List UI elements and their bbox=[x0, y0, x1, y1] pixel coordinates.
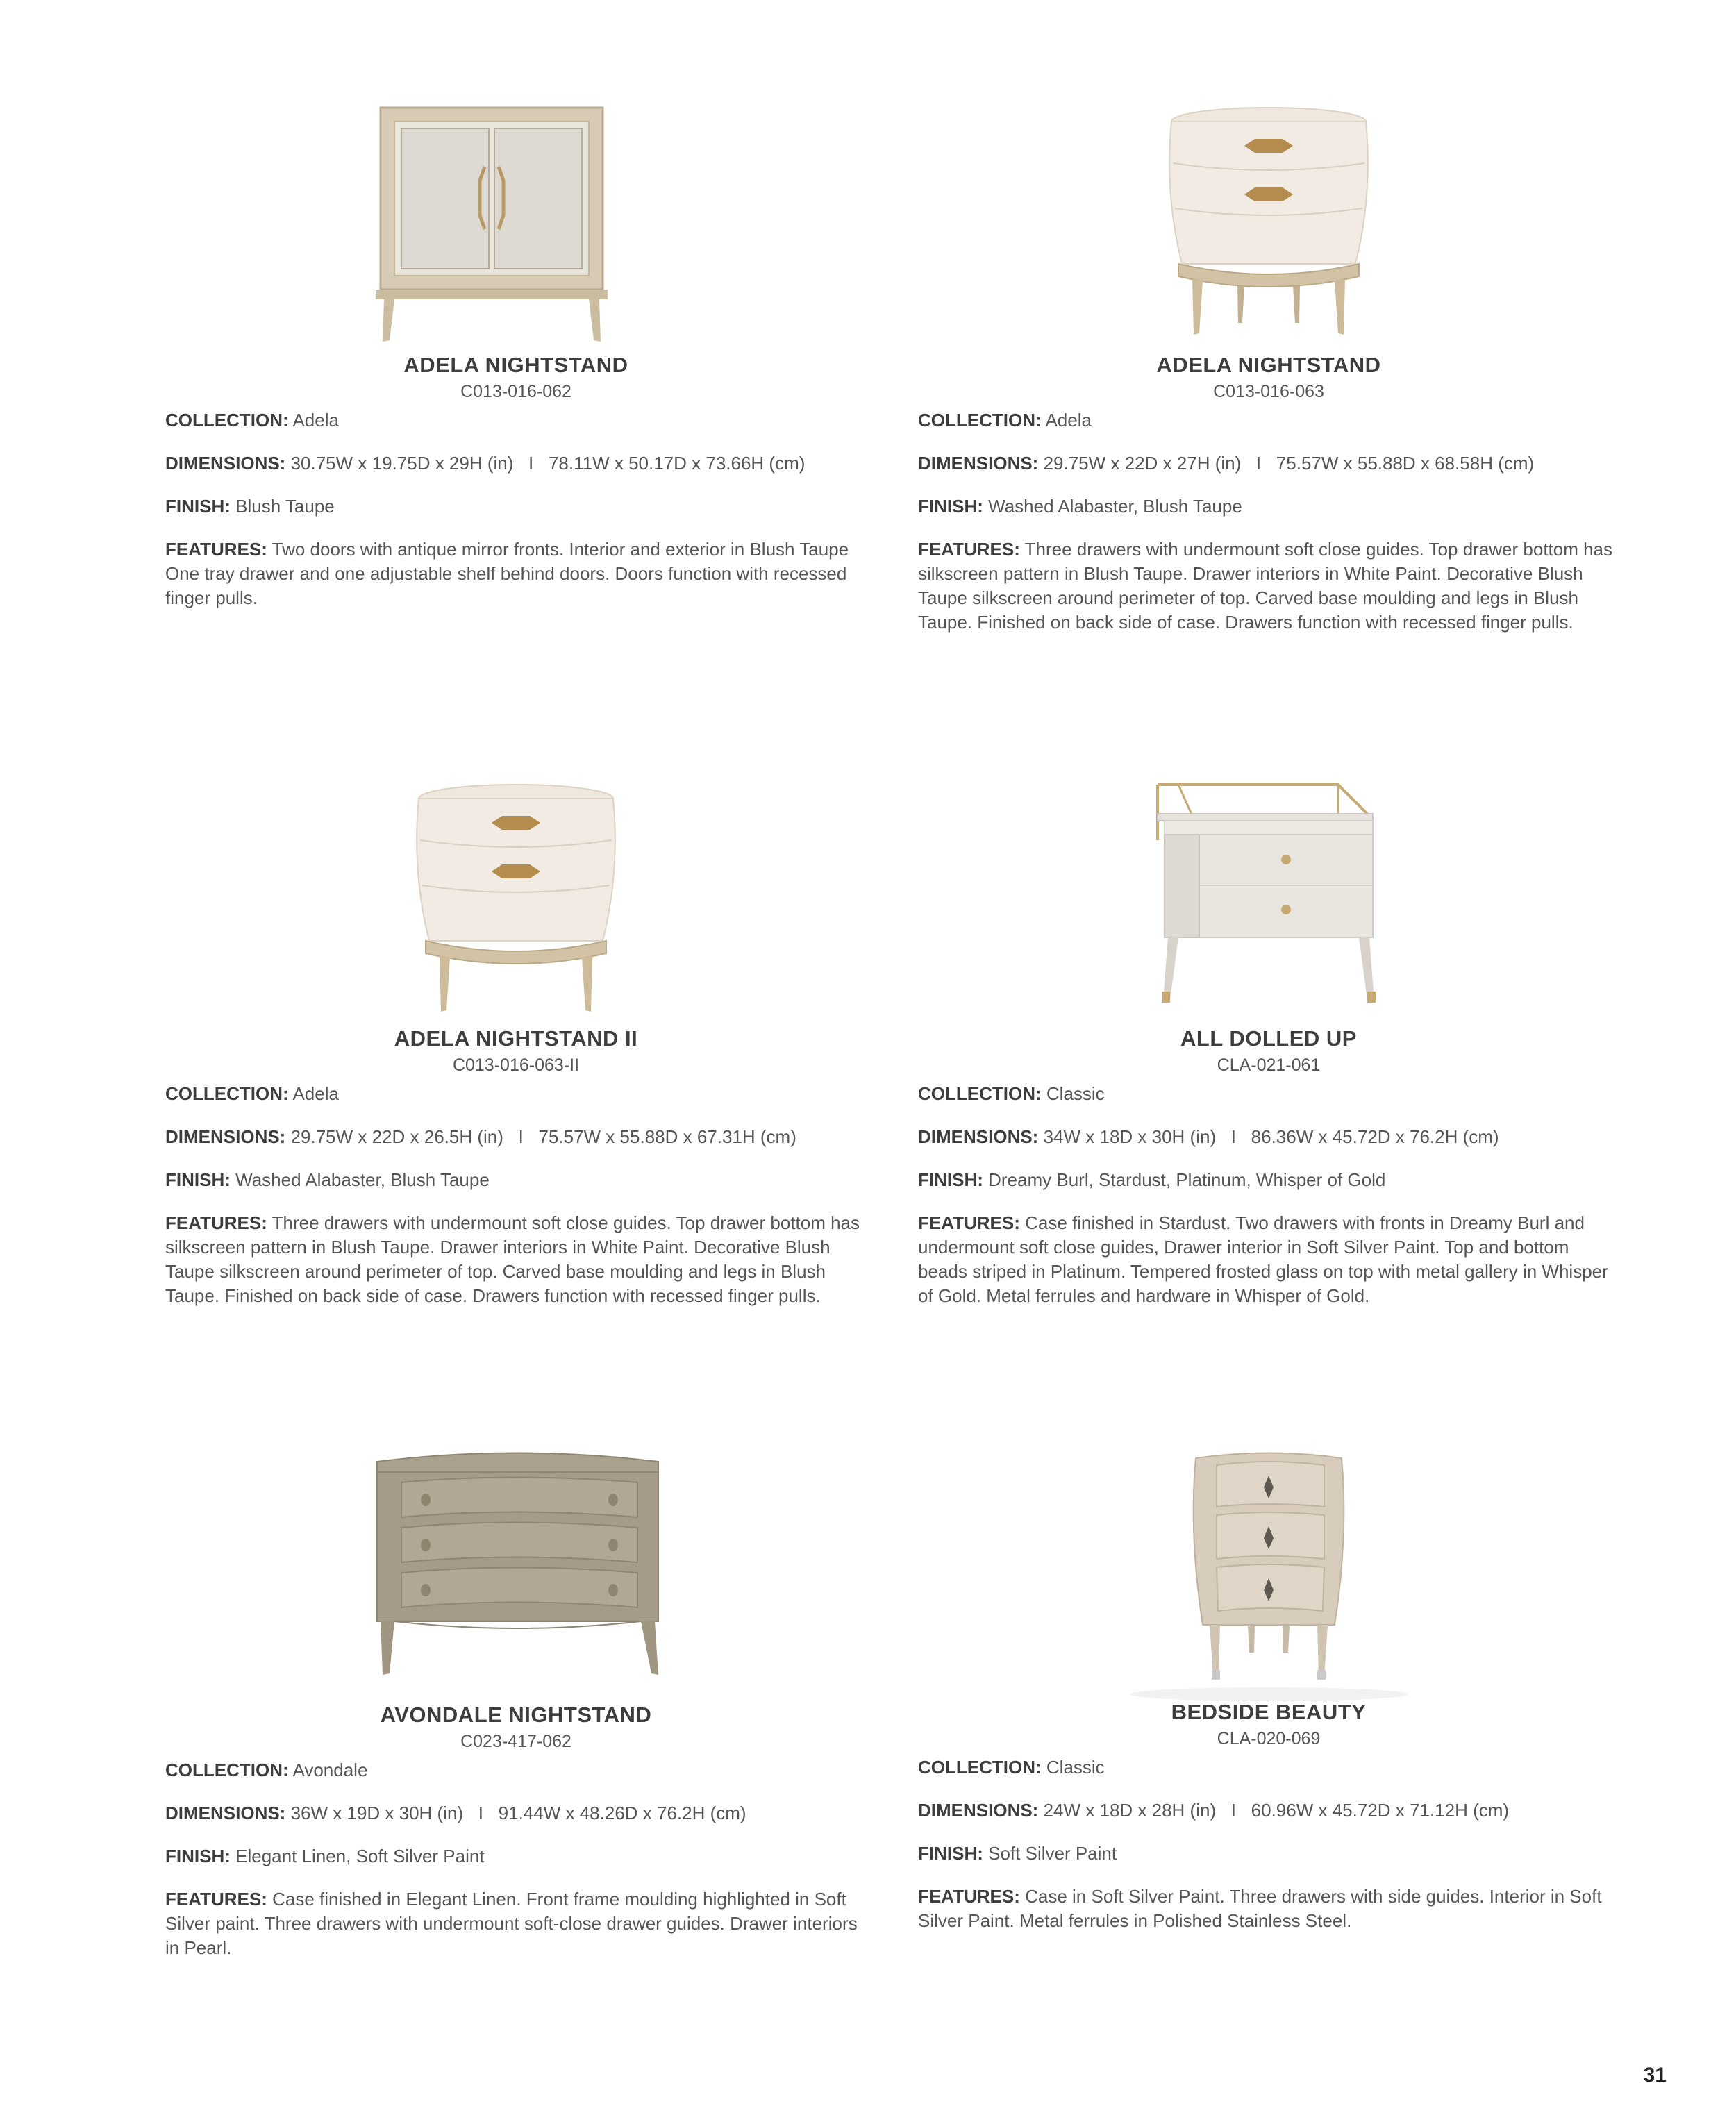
features-label: FEATURES: bbox=[165, 1212, 267, 1233]
dimensions-label: DIMENSIONS: bbox=[165, 1126, 286, 1147]
features-value: Three drawers with undermount soft close guides. Top drawer bottom has silkscreen pattern in Blush Taupe. Drawer interiors in White Paint. Decorative Blush Taupe silkscreen around perimeter of top. Carved base moulding and legs in Blush Taupe. Finished on back side of case. Drawers function with recessed finger pulls. bbox=[918, 539, 1613, 633]
features-line bbox=[918, 1885, 1619, 1933]
finish-line bbox=[165, 1168, 867, 1192]
collection-line bbox=[165, 408, 867, 433]
finish-value: Soft Silver Paint bbox=[988, 1843, 1117, 1864]
features-value: Three drawers with undermount soft close guides. Top drawer bottom has silkscreen pattern in Blush Taupe. Drawer interiors in White Paint. Decorative Blush Taupe silkscreen around perimeter of top. Carved base moulding and legs in Blush Taupe. Finished on back side of case. Drawers function with recessed finger pulls. bbox=[165, 1212, 860, 1306]
collection-label: COLLECTION: bbox=[165, 410, 289, 431]
finish-value: Blush Taupe bbox=[235, 496, 335, 517]
finish-value: Washed Alabaster, Blush Taupe bbox=[235, 1169, 490, 1190]
dimensions-line bbox=[918, 1798, 1619, 1823]
collection-value: Adela bbox=[292, 410, 339, 431]
product-name: ALL DOLLED UP bbox=[1180, 1026, 1357, 1051]
dimensions-value: 29.75W x 22D x 26.5H (in) I 75.57W x 55.88D x 67.31H (cm) bbox=[290, 1126, 796, 1147]
dimensions-value: 30.75W x 19.75D x 29H (in) I 78.11W x 50.17D x 73.66H (cm) bbox=[290, 453, 806, 474]
product-name: BEDSIDE BEAUTY bbox=[1171, 1700, 1367, 1724]
finish-label: FINISH: bbox=[918, 496, 983, 517]
finish-line bbox=[918, 494, 1619, 519]
product-image bbox=[1095, 771, 1442, 1028]
dimensions-label: DIMENSIONS: bbox=[918, 1126, 1039, 1147]
features-value: Case finished in Elegant Linen. Front frame moulding highlighted in Soft Silver paint. Three drawers with undermount soft-close drawer guides. Drawer interiors in Pearl. bbox=[165, 1889, 858, 1958]
dimensions-label: DIMENSIONS: bbox=[918, 1800, 1039, 1821]
product-name: ADELA NIGHTSTAND bbox=[403, 353, 628, 377]
collection-line bbox=[165, 1082, 867, 1106]
features-line bbox=[165, 537, 867, 610]
product-sku: C023-417-062 bbox=[460, 1732, 571, 1751]
finish-label: FINISH: bbox=[165, 1846, 231, 1866]
collection-value: Classic bbox=[1046, 1757, 1105, 1778]
finish-value: Elegant Linen, Soft Silver Paint bbox=[235, 1846, 485, 1866]
collection-line bbox=[918, 408, 1619, 433]
collection-line bbox=[918, 1755, 1619, 1780]
dimensions-value: 36W x 19D x 30H (in) I 91.44W x 48.26D x 76.2H (cm) bbox=[290, 1803, 746, 1823]
finish-label: FINISH: bbox=[165, 1169, 231, 1190]
collection-value: Classic bbox=[1046, 1083, 1105, 1104]
product-image bbox=[342, 1444, 690, 1701]
dimensions-label: DIMENSIONS: bbox=[165, 1803, 286, 1823]
product-sku: C013-016-063-II bbox=[452, 1055, 580, 1075]
finish-label: FINISH: bbox=[918, 1169, 983, 1190]
features-label: FEATURES: bbox=[918, 1212, 1020, 1233]
product-sku: CLA-021-061 bbox=[1217, 1055, 1321, 1075]
dimensions-label: DIMENSIONS: bbox=[165, 453, 286, 474]
dimensions-line bbox=[165, 451, 867, 476]
nightstand-serpentine-chest-image bbox=[342, 1444, 690, 1701]
finish-label: FINISH: bbox=[918, 1843, 983, 1864]
product-name: AVONDALE NIGHTSTAND bbox=[380, 1703, 652, 1727]
product-sku: CLA-020-069 bbox=[1217, 1729, 1321, 1748]
finish-line bbox=[165, 494, 867, 519]
features-line bbox=[165, 1211, 867, 1308]
product-image bbox=[1095, 97, 1442, 354]
dimensions-line bbox=[165, 1801, 867, 1826]
dimensions-value: 24W x 18D x 28H (in) I 60.96W x 45.72D x 71.12H (cm) bbox=[1043, 1800, 1510, 1821]
product-image bbox=[342, 771, 690, 1028]
finish-line bbox=[918, 1168, 1619, 1192]
product-name: ADELA NIGHTSTAND bbox=[1156, 353, 1381, 377]
dimensions-label: DIMENSIONS: bbox=[918, 453, 1039, 474]
finish-value: Dreamy Burl, Stardust, Platinum, Whisper of Gold bbox=[988, 1169, 1386, 1190]
collection-value: Adela bbox=[292, 1083, 339, 1104]
features-value: Case finished in Stardust. Two drawers with fronts in Dreamy Burl and undermount soft close guides, Drawer interior in Soft Silver Paint. Top and bottom beads striped in Platinum. Tempered frosted glass on top with metal gallery in Whisper of Gold. Metal ferrules and hardware in Whisper of Gold. bbox=[918, 1212, 1608, 1306]
collection-value: Avondale bbox=[292, 1760, 368, 1780]
product-name: ADELA NIGHTSTAND II bbox=[394, 1026, 638, 1051]
product-sku: C013-016-062 bbox=[460, 382, 571, 401]
finish-value: Washed Alabaster, Blush Taupe bbox=[988, 496, 1242, 517]
features-line bbox=[918, 537, 1619, 635]
dimensions-value: 29.75W x 22D x 27H (in) I 75.57W x 55.88D x 68.58H (cm) bbox=[1043, 453, 1535, 474]
product-image bbox=[342, 97, 690, 354]
product-sku: C013-016-063 bbox=[1213, 382, 1324, 401]
features-label: FEATURES: bbox=[918, 1886, 1020, 1907]
collection-line bbox=[918, 1082, 1619, 1106]
finish-label: FINISH: bbox=[165, 496, 231, 517]
features-label: FEATURES: bbox=[918, 539, 1020, 560]
collection-line bbox=[165, 1758, 867, 1782]
product-image bbox=[1095, 1444, 1442, 1701]
features-line bbox=[918, 1211, 1619, 1308]
features-label: FEATURES: bbox=[165, 539, 267, 560]
nightstand-glass-gallery-image bbox=[1095, 771, 1442, 1028]
dimensions-line bbox=[918, 451, 1619, 476]
collection-label: COLLECTION: bbox=[918, 410, 1042, 431]
finish-line bbox=[165, 1844, 867, 1869]
collection-label: COLLECTION: bbox=[918, 1757, 1042, 1778]
nightstand-three-drawer-oval-image bbox=[1095, 97, 1442, 354]
features-value: Case in Soft Silver Paint. Three drawers with side guides. Interior in Soft Silver Paint. Metal ferrules in Polished Stainless Steel. bbox=[918, 1886, 1602, 1931]
nightstand-silver-three-drawer-image bbox=[1095, 1444, 1442, 1701]
dimensions-line bbox=[165, 1125, 867, 1149]
collection-label: COLLECTION: bbox=[165, 1760, 289, 1780]
nightstand-two-door-image bbox=[342, 97, 690, 354]
dimensions-line bbox=[918, 1125, 1619, 1149]
features-label: FEATURES: bbox=[165, 1889, 267, 1910]
page-number: 31 bbox=[1643, 2064, 1667, 2087]
features-line bbox=[165, 1887, 867, 1960]
dimensions-value: 34W x 18D x 30H (in) I 86.36W x 45.72D x 76.2H (cm) bbox=[1043, 1126, 1499, 1147]
finish-line bbox=[918, 1841, 1619, 1866]
collection-label: COLLECTION: bbox=[165, 1083, 289, 1104]
collection-label: COLLECTION: bbox=[918, 1083, 1042, 1104]
nightstand-oval-drawer-image bbox=[342, 771, 690, 1028]
collection-value: Adela bbox=[1045, 410, 1092, 431]
features-value: Two doors with antique mirror fronts. Interior and exterior in Blush Taupe One tray drawer and one adjustable shelf behind doors. Doors function with recessed finger pulls. bbox=[165, 539, 849, 608]
